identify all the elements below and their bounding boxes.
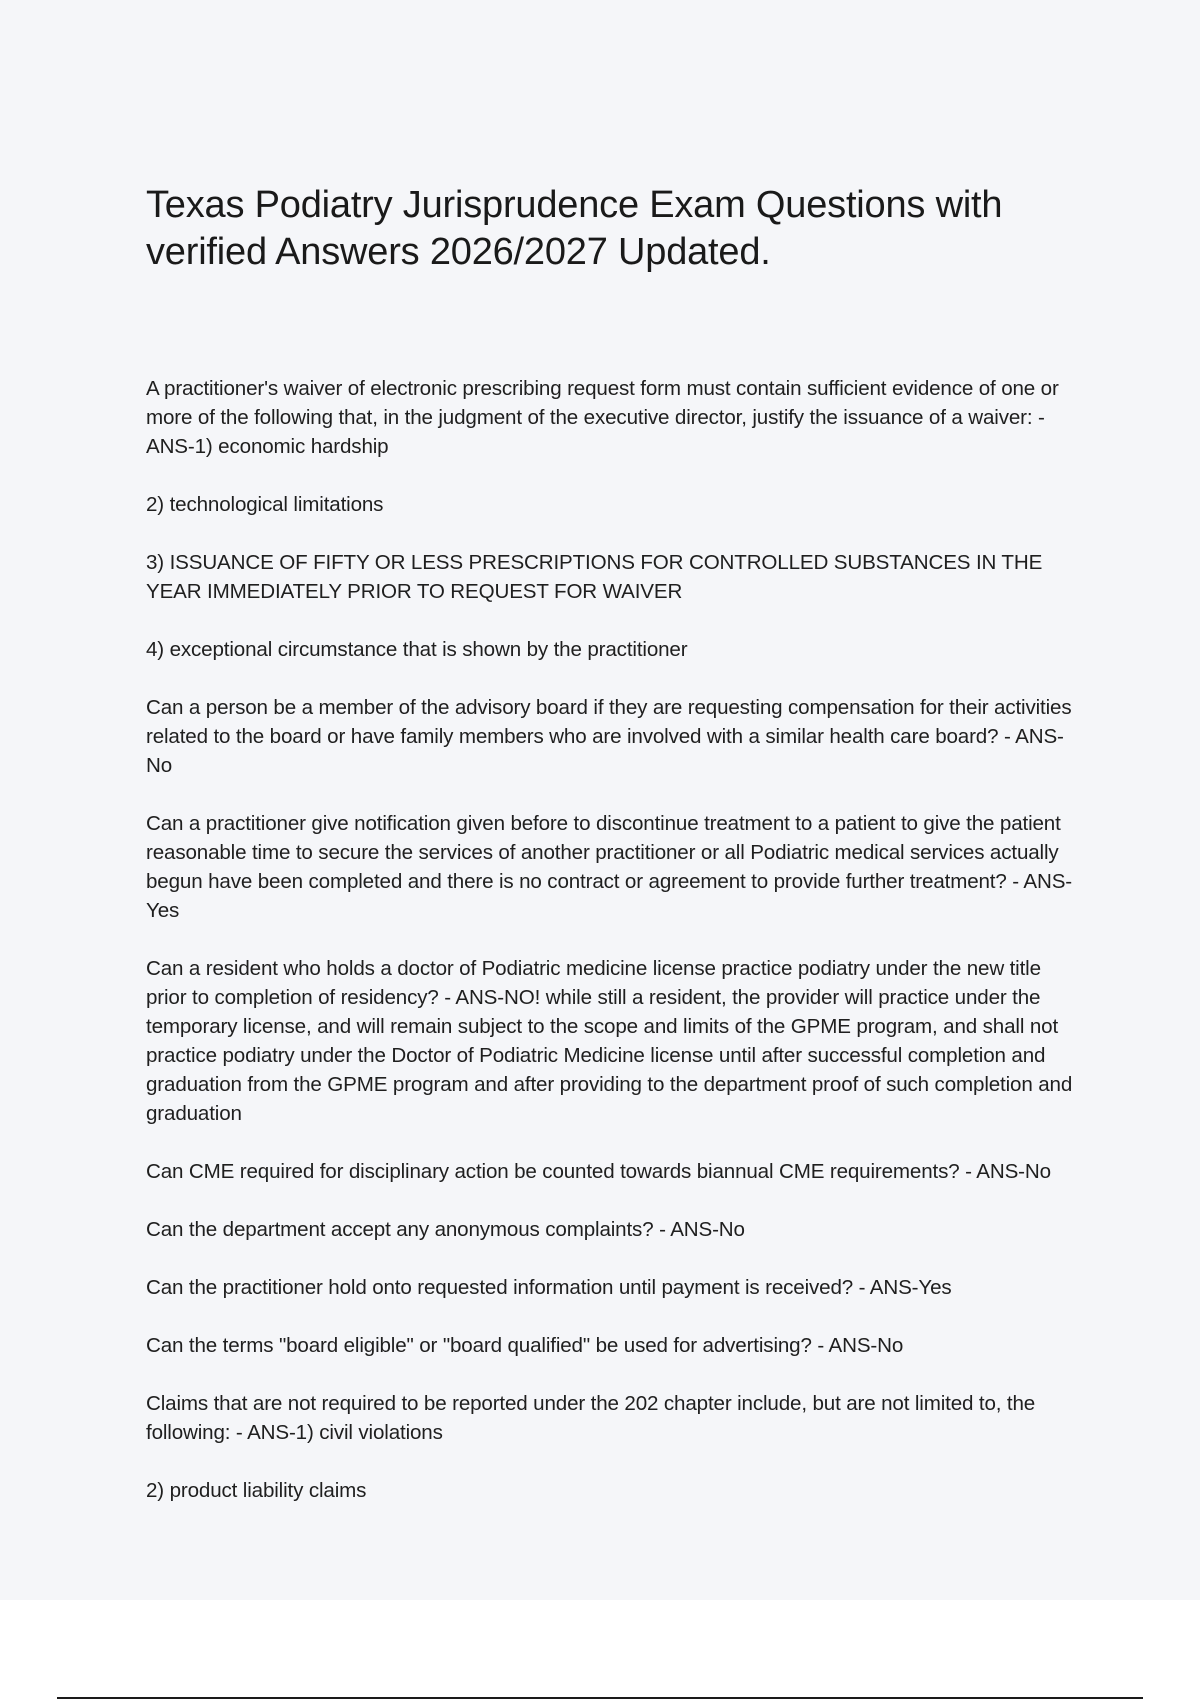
paragraph-waiver-item-4: 4) exceptional circumstance that is shown by the practitioner <box>146 638 688 661</box>
paragraph-claims-question: Claims that are not required to be reported under the 202 chapter include, but are not limited to, the following: - ANS-1) civil violations <box>146 1392 1036 1444</box>
title-line-2: verified Answers 2026/2027 Updated. <box>146 231 771 273</box>
paragraph-waiver-question: A practitioner's waiver of electronic prescribing request form must contain sufficient evidence of one or more of the following that, in the judgment of the executive director, justify the issuance of a waiver: - ANS-1) economic hardship <box>146 377 1059 458</box>
paragraph-discontinue-treatment-question: Can a practitioner give notification given before to discontinue treatment to a patient to give the patient reasonable time to secure the services of another practitioner or all Podiatric medical services actually begun have been completed and there is no contract or agreement to provide further treatment? - ANS-Yes <box>146 812 1072 922</box>
paragraph-advisory-board-question: Can a person be a member of the advisory board if they are requesting compensation for their activities related to the board or have family members who are involved with a similar health care board? - ANS-No <box>146 696 1072 777</box>
document-body <box>146 374 1086 1505</box>
paragraph-waiver-item-2: 2) technological limitations <box>146 493 384 516</box>
document-content <box>146 182 1086 1534</box>
title-line-1: Texas Podiatry Jurisprudence Exam Questions with <box>146 184 1003 226</box>
paragraph-requested-information-question: Can the practitioner hold onto requested information until payment is received? - ANS-Yes <box>146 1276 952 1299</box>
paragraph-resident-license-question: Can a resident who holds a doctor of Podiatric medicine license practice podiatry under the new title prior to completion of residency? - ANS-NO! while still a resident, the provider will practice under the temporary license, and will remain subject to the scope and limits of the GPME program, and shall not practice podiatry under the Doctor of Podiatric Medicine license until after successful completion and graduation from the GPME program and after providing to the department proof of such completion and graduation <box>146 957 1073 1125</box>
footer-divider <box>57 1697 1143 1699</box>
paragraph-anonymous-complaints-question: Can the department accept any anonymous complaints? - ANS-No <box>146 1218 745 1241</box>
paragraph-claims-item-2: 2) product liability claims <box>146 1479 367 1502</box>
document-title <box>146 182 1086 276</box>
paragraph-advertising-terms-question: Can the terms "board eligible" or "board qualified" be used for advertising? - ANS-No <box>146 1334 904 1357</box>
paragraph-cme-question: Can CME required for disciplinary action be counted towards biannual CME requirements? - ANS-No <box>146 1160 1051 1183</box>
paragraph-waiver-item-3: 3) ISSUANCE OF FIFTY OR LESS PRESCRIPTIONS FOR CONTROLLED SUBSTANCES IN THE YEAR IMMEDIATELY PRIOR TO REQUEST FOR WAIVER <box>146 551 1043 603</box>
